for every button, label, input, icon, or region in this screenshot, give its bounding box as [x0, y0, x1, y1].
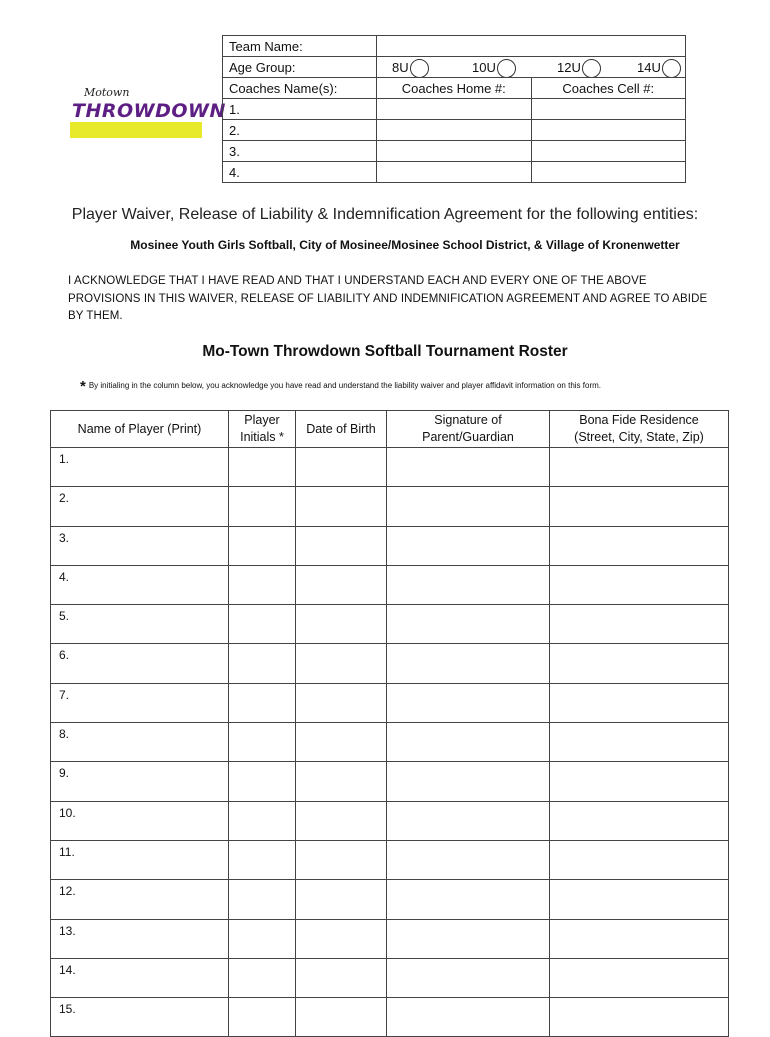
coach-cell-field[interactable] [531, 120, 686, 141]
signature-field[interactable] [387, 880, 550, 919]
coach-row-number[interactable]: 4. [223, 162, 377, 183]
player-initials-field[interactable] [229, 565, 296, 604]
roster-header-row [51, 411, 729, 448]
date-of-birth-field[interactable] [296, 487, 387, 526]
header-initials-line1: Player [244, 413, 280, 427]
table-row [51, 448, 729, 487]
residence-field[interactable] [550, 880, 729, 919]
coaches-cell-label: Coaches Cell #: [531, 78, 686, 99]
roster-title: Mo-Town Throwdown Softball Tournament Roster [202, 343, 568, 360]
header-signature-line2: Parent/Guardian [422, 430, 514, 444]
signature-field[interactable] [387, 565, 550, 604]
age-option-12u[interactable] [557, 59, 601, 78]
player-initials-field[interactable] [229, 526, 296, 565]
table-row [51, 880, 729, 919]
table-row [51, 998, 729, 1037]
residence-field[interactable] [550, 801, 729, 840]
age-option-label: 8U [392, 59, 409, 75]
date-of-birth-field[interactable] [296, 448, 387, 487]
player-name-field[interactable]: 3. [51, 526, 229, 565]
player-initials-field[interactable] [229, 762, 296, 801]
date-of-birth-field[interactable] [296, 840, 387, 879]
coach-home-field[interactable] [377, 120, 532, 141]
coach-row-number[interactable]: 1. [223, 99, 377, 120]
asterisk-icon: * [80, 378, 86, 395]
table-row [51, 919, 729, 958]
team-name-label: Team Name: [223, 36, 377, 57]
signature-field[interactable] [387, 526, 550, 565]
team-info-table [222, 35, 686, 183]
date-of-birth-field[interactable] [296, 683, 387, 722]
player-name-field[interactable]: 9. [51, 762, 229, 801]
header-date-of-birth: Date of Birth [296, 411, 387, 448]
player-name-field[interactable]: 8. [51, 723, 229, 762]
player-initials-field[interactable] [229, 801, 296, 840]
age-option-10u[interactable] [472, 59, 516, 78]
team-name-row [223, 36, 686, 57]
signature-field[interactable] [387, 840, 550, 879]
date-of-birth-field[interactable] [296, 605, 387, 644]
player-name-field[interactable]: 4. [51, 565, 229, 604]
table-row [51, 487, 729, 526]
roster-table [50, 410, 729, 1037]
header-signature-line1: Signature of [434, 413, 502, 427]
radio-circle-icon[interactable] [497, 59, 516, 78]
date-of-birth-field[interactable] [296, 998, 387, 1037]
date-of-birth-field[interactable] [296, 919, 387, 958]
header-initials-line2: Initials * [240, 430, 284, 444]
coach-row [223, 162, 686, 183]
player-initials-field[interactable] [229, 448, 296, 487]
player-initials-field[interactable] [229, 644, 296, 683]
player-initials-field[interactable] [229, 998, 296, 1037]
table-row [51, 801, 729, 840]
acknowledgement-text: I ACKNOWLEDGE THAT I HAVE READ AND THAT I UNDERSTAND EACH AND EVERY ONE OF THE ABOVE PROVISIONS IN THIS WAIVER, RELEASE OF LIABILITY AND INDEMNIFICATION AGREEMENT AND AGREE TO ABIDE BY THEM. [68, 275, 708, 322]
residence-field[interactable] [550, 762, 729, 801]
header-residence-line1: Bona Fide Residence [579, 413, 699, 427]
signature-field[interactable] [387, 801, 550, 840]
age-option-label: 14U [637, 59, 661, 75]
table-row [51, 723, 729, 762]
player-name-field[interactable]: 7. [51, 683, 229, 722]
logo-top-text: Motown [84, 86, 130, 99]
table-row [51, 526, 729, 565]
signature-field[interactable] [387, 644, 550, 683]
coaches-header-row [223, 78, 686, 99]
date-of-birth-field[interactable] [296, 958, 387, 997]
residence-field[interactable] [550, 723, 729, 762]
signature-field[interactable] [387, 605, 550, 644]
coach-cell-field[interactable] [531, 99, 686, 120]
date-of-birth-field[interactable] [296, 723, 387, 762]
coach-row-number[interactable]: 2. [223, 120, 377, 141]
player-initials-field[interactable] [229, 958, 296, 997]
radio-circle-icon[interactable] [582, 59, 601, 78]
player-name-field[interactable]: 2. [51, 487, 229, 526]
roster-body [51, 448, 729, 1037]
player-name-field[interactable]: 12. [51, 880, 229, 919]
table-row [51, 683, 729, 722]
residence-field[interactable] [550, 448, 729, 487]
radio-circle-icon[interactable] [410, 59, 429, 78]
signature-field[interactable] [387, 723, 550, 762]
table-row [51, 605, 729, 644]
date-of-birth-field[interactable] [296, 644, 387, 683]
residence-field[interactable] [550, 605, 729, 644]
residence-field[interactable] [550, 644, 729, 683]
player-initials-field[interactable] [229, 487, 296, 526]
player-name-field[interactable]: 15. [51, 998, 229, 1037]
table-row [51, 958, 729, 997]
player-initials-field[interactable] [229, 840, 296, 879]
signature-field[interactable] [387, 919, 550, 958]
coach-row [223, 141, 686, 162]
header-residence-line2: (Street, City, State, Zip) [574, 430, 704, 444]
signature-field[interactable] [387, 998, 550, 1037]
initial-note [80, 378, 601, 395]
residence-field[interactable] [550, 958, 729, 997]
age-group-row [223, 57, 686, 78]
header-player-initials [229, 411, 296, 448]
age-option-label: 12U [557, 59, 581, 75]
player-name-field[interactable]: 10. [51, 801, 229, 840]
team-name-field[interactable] [377, 36, 686, 57]
signature-field[interactable] [387, 683, 550, 722]
player-name-field[interactable]: 6. [51, 644, 229, 683]
signature-field[interactable] [387, 762, 550, 801]
coach-home-field[interactable] [377, 99, 532, 120]
signature-field[interactable] [387, 487, 550, 526]
coach-row [223, 120, 686, 141]
radio-circle-icon[interactable] [662, 59, 681, 78]
header-player-name: Name of Player (Print) [51, 411, 229, 448]
player-name-field[interactable]: 14. [51, 958, 229, 997]
residence-field[interactable] [550, 919, 729, 958]
logo-main-text: THROWDOWN [72, 100, 226, 122]
residence-field[interactable] [550, 840, 729, 879]
coaches-name-label: Coaches Name(s): [223, 78, 377, 99]
age-group-options [377, 57, 686, 78]
coach-home-field[interactable] [377, 141, 532, 162]
initial-note-text: By initialing in the column below, you acknowledge you have read and understand the liability waiver and player affidavit information on this form. [88, 381, 601, 390]
player-name-field[interactable]: 13. [51, 919, 229, 958]
age-option-8u[interactable] [392, 59, 429, 78]
date-of-birth-field[interactable] [296, 526, 387, 565]
table-row [51, 840, 729, 879]
signature-field[interactable] [387, 958, 550, 997]
entities-list: Mosinee Youth Girls Softball, City of Mosinee/Mosinee School District, & Village of Kronenwetter [130, 238, 680, 252]
date-of-birth-field[interactable] [296, 801, 387, 840]
header-signature [387, 411, 550, 448]
residence-field[interactable] [550, 526, 729, 565]
coaches-home-label: Coaches Home #: [377, 78, 532, 99]
age-group-label: Age Group: [223, 57, 377, 78]
player-name-field[interactable]: 1. [51, 448, 229, 487]
date-of-birth-field[interactable] [296, 762, 387, 801]
coach-cell-field[interactable] [531, 162, 686, 183]
coach-cell-field[interactable] [531, 141, 686, 162]
table-row [51, 644, 729, 683]
residence-field[interactable] [550, 487, 729, 526]
header-residence [550, 411, 729, 448]
date-of-birth-field[interactable] [296, 880, 387, 919]
logo-yellow-bar [70, 122, 202, 138]
date-of-birth-field[interactable] [296, 565, 387, 604]
player-initials-field[interactable] [229, 605, 296, 644]
waiver-title: Player Waiver, Release of Liability & Indemnification Agreement for the following entities: [71, 206, 699, 223]
table-row [51, 762, 729, 801]
residence-field[interactable] [550, 998, 729, 1037]
player-initials-field[interactable] [229, 723, 296, 762]
player-initials-field[interactable] [229, 880, 296, 919]
player-initials-field[interactable] [229, 683, 296, 722]
residence-field[interactable] [550, 565, 729, 604]
table-row [51, 565, 729, 604]
player-initials-field[interactable] [229, 919, 296, 958]
motown-throwdown-logo [70, 84, 226, 142]
signature-field[interactable] [387, 448, 550, 487]
coach-row [223, 99, 686, 120]
coach-home-field[interactable] [377, 162, 532, 183]
age-option-label: 10U [472, 59, 496, 75]
residence-field[interactable] [550, 683, 729, 722]
player-name-field[interactable]: 5. [51, 605, 229, 644]
player-name-field[interactable]: 11. [51, 840, 229, 879]
age-option-14u[interactable] [637, 59, 681, 78]
coach-row-number[interactable]: 3. [223, 141, 377, 162]
